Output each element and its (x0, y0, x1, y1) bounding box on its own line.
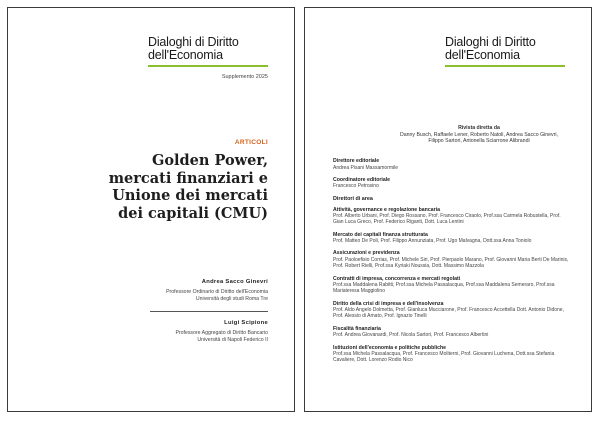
author-affiliation: Professore Ordinario di Diritto dell'Economia (166, 289, 268, 295)
area-section (333, 207, 569, 226)
area-names: Prof. Alberto Urbani, Prof. Diego Rossano, Prof. Francesco Ciraolo, Prof.ssa Carmela Robustella, Prof. Gian Luca Greco, Prof. Federico Riganti, Dott. Luca Lentini (333, 213, 561, 226)
logo-accent-rule (148, 65, 268, 67)
journal-title-line2: dell'Economia (148, 48, 223, 62)
area-directors-heading: Direttori di area (333, 195, 373, 202)
article-title: Golden Power, mercati finanziari e Unione dei mercati dei capitali (CMU) (108, 152, 268, 222)
directors-names: Danny Busch, Raffaele Lener, Roberto Natoli, Andrea Sacco Ginevri, (400, 131, 558, 138)
area-names: Prof. Paoloefisio Corrias, Prof. Michele Siri, Prof. Pierpaolo Marano, Prof. Giovanni Maria Berti De Marinis, Prof. Robert Rielli, Prof.ssa Kyriaki Noussia, Dott. Massimo Mazzola (333, 256, 569, 270)
journal-title-line2: dell'Economia (445, 48, 520, 62)
logo-accent-rule (445, 65, 565, 67)
area-title: Assicurazioni e previdenza (333, 250, 400, 257)
area-title: Diritto della crisi di impresa e dell'insolvenza (333, 300, 444, 307)
area-title: Mercato dei capitali finanza strutturata (333, 231, 428, 238)
area-section (333, 326, 569, 339)
board-section-title: Coordinatore editoriale (333, 176, 391, 183)
masthead-page (304, 7, 592, 412)
author-divider (150, 311, 268, 312)
area-names: Prof.ssa Michela Passalacqua, Prof. Francesco Moliterni, Prof. Giovanni Luchena, Dott.ssa Stefania Cavaliere, Dott. Lorenzo Rodio Nico (333, 351, 555, 364)
section-label: ARTICOLI (234, 139, 268, 146)
supplement-label: Supplemento 2025 (221, 74, 268, 80)
directed-by-label: Rivista diretta da (458, 125, 500, 131)
area-section (333, 250, 569, 269)
area-names: Prof.ssa Maddalena Rabitti, Prof.ssa Michela Passalacqua, Prof.ssa Maddalena Semeraro, Prof.ssa Mariateresa Maggiolino (333, 282, 555, 295)
editors-block (381, 125, 577, 145)
area-names: Prof. Aldo Angelo Dolmetta, Prof. Gianluca Mucciarone, Prof. Francesco Accettella Dott. Antonio Didone, Prof. Alessio di Amato, Prof. Ignazio Tinelli (333, 307, 564, 320)
author-name: Andrea Sacco Ginevri (201, 279, 268, 285)
area-title: Contratti di impresa, concorrenza e mercati regolati (333, 275, 461, 282)
author-affiliation: Università di Napoli Federico II (197, 336, 268, 343)
journal-title-line1: Dialoghi di Diritto (445, 35, 536, 49)
journal-logo (445, 36, 565, 67)
editorial-board (333, 158, 569, 370)
area-section (333, 345, 569, 364)
area-names: Prof. Andrea Giovanardi, Prof. Nicola Sartori, Prof. Francesco Albertini (333, 332, 489, 339)
author-name: Luigi Scipione (224, 320, 268, 326)
board-section (333, 158, 569, 171)
directors-names: Filippo Sartori, Antonella Sciarrone Alibrandi (428, 138, 530, 144)
author-affiliation: Professore Aggregato di Diritto Bancario (175, 330, 268, 336)
area-title: Attività, governance e regolazione bancaria (333, 206, 440, 213)
author-block (166, 279, 268, 302)
area-section (333, 301, 569, 320)
area-title: Istituzioni dell'economia e politiche pubbliche (333, 344, 447, 351)
area-names: Prof. Matteo De Poli, Prof. Filippo Annunziata, Prof. Ugo Malvagna, Dott.ssa Anna Toniolo (333, 238, 532, 245)
board-section-names: Francesco Petrosino (333, 183, 379, 190)
journal-logo (148, 36, 268, 67)
author-block (175, 320, 268, 343)
area-section (333, 276, 569, 295)
board-section-title: Direttore editoriale (333, 158, 380, 164)
area-section (333, 232, 569, 245)
author-affiliation: Università degli studi Roma Tre (195, 295, 268, 302)
journal-title-line1: Dialoghi di Diritto (148, 35, 239, 49)
cover-page (7, 7, 295, 412)
area-title: Fiscalità finanziaria (333, 325, 381, 332)
board-section-names: Andrea Pisani Massamormile (333, 164, 399, 171)
board-section (333, 177, 569, 190)
